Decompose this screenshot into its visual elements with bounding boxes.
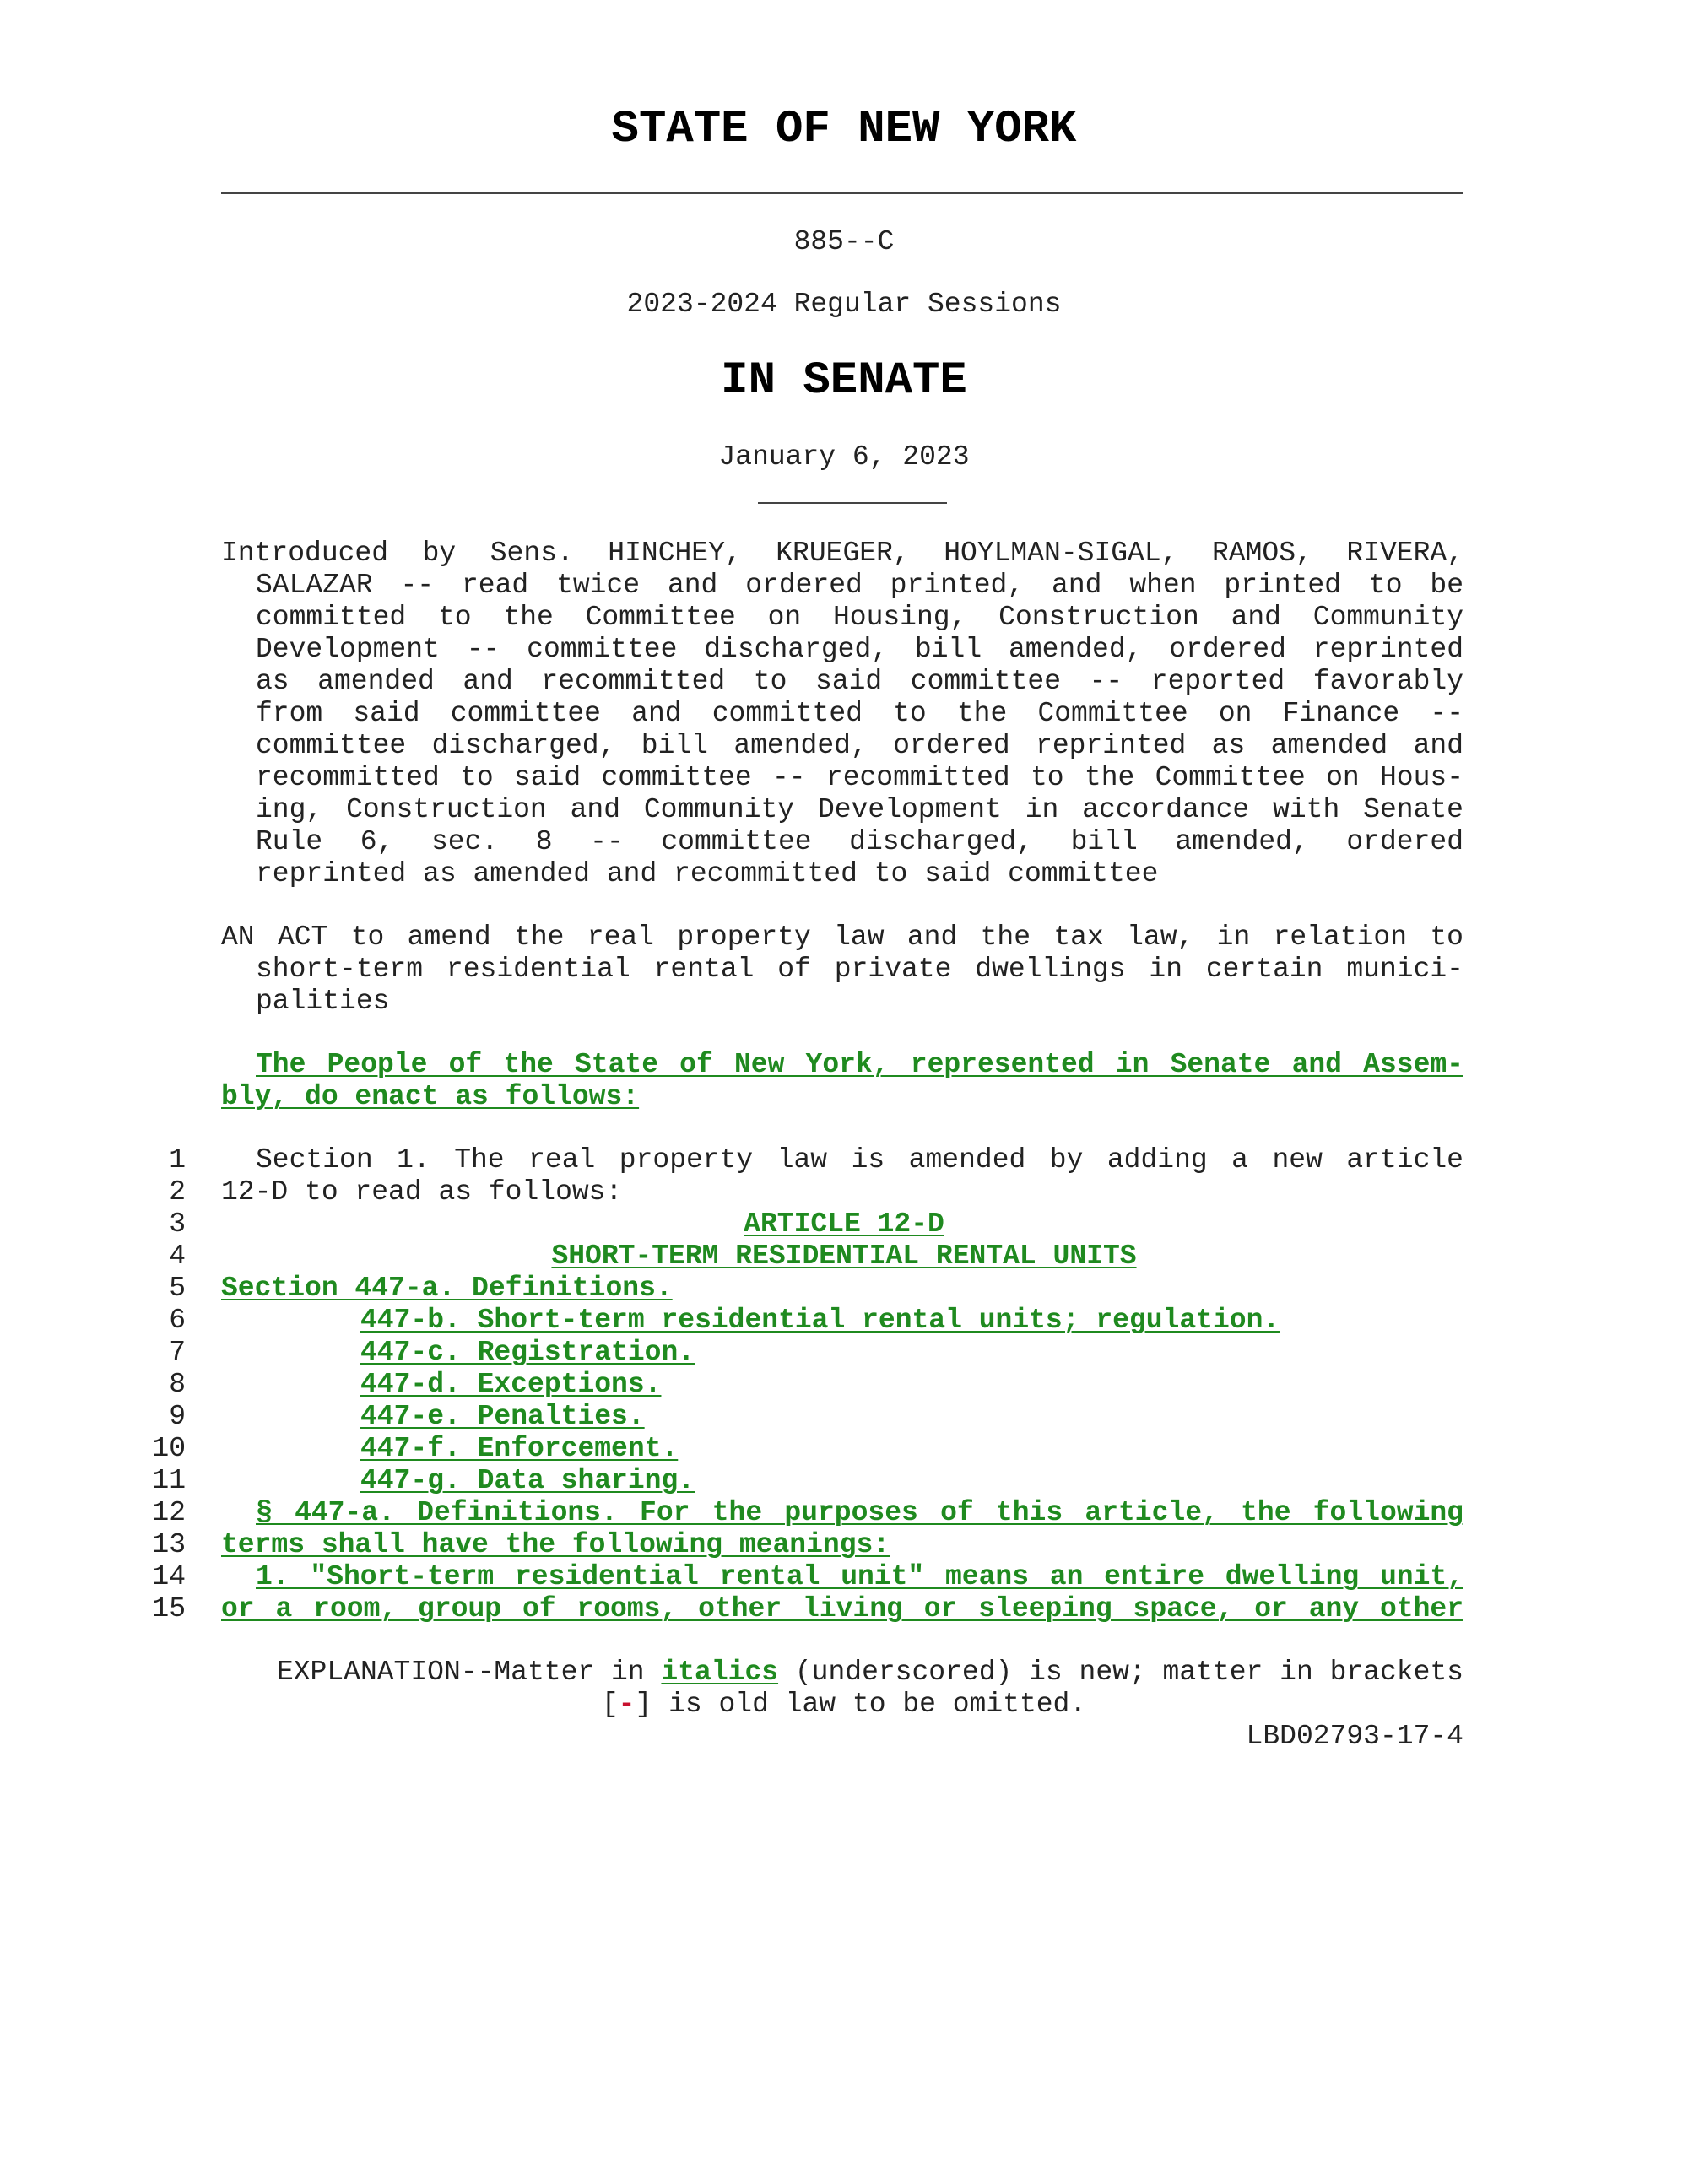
line-number: 7 bbox=[169, 1337, 186, 1368]
intro-line: SALAZAR -- read twice and ordered printed, and when printed to be bbox=[256, 570, 1463, 601]
date-rule bbox=[758, 502, 947, 504]
chamber-title: IN SENATE bbox=[721, 355, 967, 407]
line-number: 2 bbox=[169, 1176, 186, 1208]
bill-number: 885--C bbox=[793, 226, 895, 257]
line-number: 13 bbox=[152, 1529, 186, 1560]
act-title-line: AN ACT to amend the real property law and the tax law, in relation to bbox=[221, 922, 1463, 953]
intro-line: as amended and recommitted to said committee -- reported favorably bbox=[256, 666, 1463, 697]
intro-line: reprinted as amended and recommitted to said committee bbox=[256, 858, 1159, 889]
act-title-line: palities bbox=[256, 986, 390, 1017]
old-law-line bbox=[0, 1689, 1688, 1721]
toc-entry: 447-b. Short-term residential rental units; regulation. bbox=[360, 1305, 1280, 1336]
body-line: terms shall have the following meanings: bbox=[221, 1529, 890, 1560]
intro-line: ing, Construction and Community Development in accordance with Senate bbox=[256, 794, 1463, 825]
line-number: 9 bbox=[169, 1401, 186, 1432]
line-number: 1 bbox=[169, 1144, 186, 1176]
intro-line: Development -- committee discharged, bill amended, ordered reprinted bbox=[256, 634, 1463, 665]
bracket-mark: - bbox=[618, 1689, 636, 1720]
toc-entry: 447-f. Enforcement. bbox=[360, 1433, 679, 1464]
line-number: 14 bbox=[152, 1561, 186, 1592]
article-heading-wrap bbox=[0, 1208, 1688, 1241]
toc-entry: Section 447-a. Definitions. bbox=[221, 1273, 673, 1304]
explanation-suffix: (underscored) is new; matter in brackets bbox=[794, 1657, 1463, 1688]
body-line: Section 1. The real property law is amended by adding a new article bbox=[256, 1144, 1463, 1176]
line-number: 10 bbox=[152, 1433, 186, 1464]
intro-line: from said committee and committed to the Committee on Finance -- bbox=[256, 698, 1463, 729]
line-number: 3 bbox=[169, 1208, 186, 1240]
toc-entry: 447-g. Data sharing. bbox=[360, 1465, 695, 1496]
body-line: § 447-a. Definitions. For the purposes of this article, the following bbox=[256, 1497, 1463, 1528]
line-number: 4 bbox=[169, 1241, 186, 1272]
bracket-open: [ bbox=[601, 1689, 619, 1720]
old-law-text: is old law to be omitted. bbox=[668, 1689, 1087, 1720]
act-title-line: short-term residential rental of private dwellings in certain munici- bbox=[256, 954, 1463, 985]
explanation-prefix: EXPLANATION--Matter in bbox=[276, 1657, 645, 1688]
line-number: 5 bbox=[169, 1273, 186, 1304]
document-code: LBD02793-17-4 bbox=[1246, 1721, 1463, 1752]
article-heading: ARTICLE 12-D bbox=[744, 1208, 944, 1240]
intro-line: committee discharged, bill amended, ordered reprinted as amended and bbox=[256, 730, 1463, 761]
state-title: STATE OF NEW YORK bbox=[611, 104, 1077, 155]
header-rule bbox=[221, 192, 1463, 194]
line-number: 6 bbox=[169, 1305, 186, 1336]
session: 2023-2024 Regular Sessions bbox=[626, 289, 1062, 320]
line-number: 15 bbox=[152, 1593, 186, 1624]
article-title: SHORT-TERM RESIDENTIAL RENTAL UNITS bbox=[551, 1241, 1137, 1272]
line-number: 8 bbox=[169, 1369, 186, 1400]
intro-line: Introduced by Sens. HINCHEY, KRUEGER, HOYLMAN-SIGAL, RAMOS, RIVERA, bbox=[221, 538, 1463, 569]
toc-entry: 447-d. Exceptions. bbox=[360, 1369, 662, 1400]
toc-entry: 447-c. Registration. bbox=[360, 1337, 695, 1368]
enacting-line: The People of the State of New York, represented in Senate and Assem- bbox=[256, 1049, 1463, 1080]
intro-line: committed to the Committee on Housing, Construction and Community bbox=[256, 602, 1463, 633]
explanation-line bbox=[238, 1657, 1463, 1689]
line-number: 12 bbox=[152, 1497, 186, 1528]
enacting-line: bly, do enact as follows: bbox=[221, 1081, 640, 1112]
body-line: or a room, group of rooms, other living or sleeping space, or any other bbox=[221, 1593, 1463, 1624]
body-line: 12-D to read as follows: bbox=[221, 1176, 623, 1208]
intro-line: Rule 6, sec. 8 -- committee discharged, bill amended, ordered bbox=[256, 826, 1463, 857]
line-number: 11 bbox=[152, 1465, 186, 1496]
bill-date: January 6, 2023 bbox=[718, 441, 970, 473]
body-line: 1. "Short-term residential rental unit" means an entire dwelling unit, bbox=[256, 1561, 1463, 1592]
intro-line: recommitted to said committee -- recommitted to the Committee on Hous- bbox=[256, 762, 1463, 793]
toc-entry: 447-e. Penalties. bbox=[360, 1401, 645, 1432]
explanation-italics: italics bbox=[661, 1657, 779, 1688]
article-title-wrap bbox=[0, 1241, 1688, 1273]
bracket-close: ] bbox=[635, 1689, 652, 1720]
